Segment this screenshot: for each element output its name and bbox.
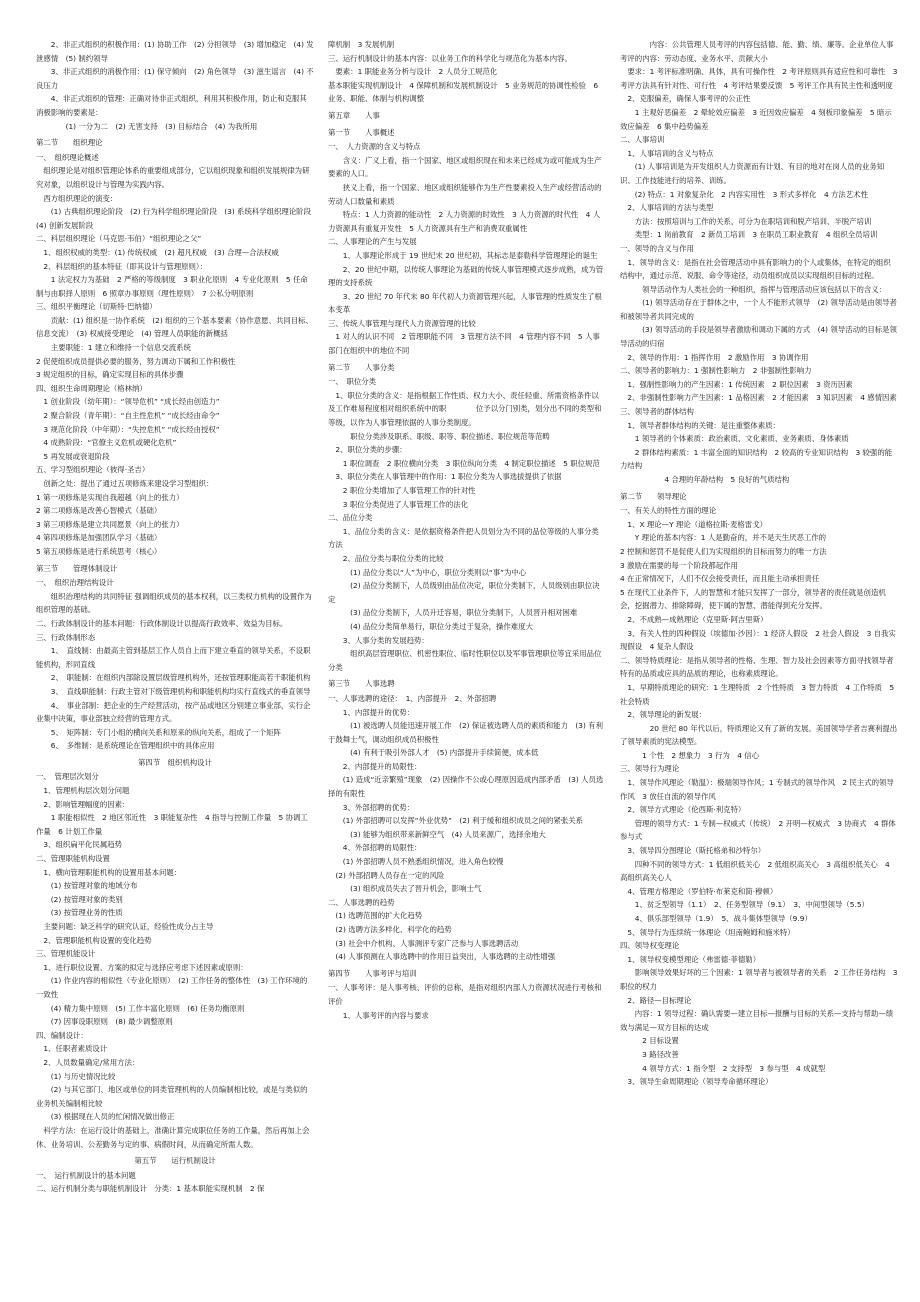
- text-line: 障机制 3 发展机制: [328, 40, 395, 49]
- text-line: 组织治理结构的共同特征 强调组织成员的基本权利，以三类权力机构的设置作为组织管理的基础。: [36, 591, 312, 615]
- text-line: 要素：1 职能业务分析与设计 2 人员分工规范化: [328, 67, 498, 77]
- text-line: 管理的领导方式：1 专制—权威式（传统） 2 开明—权威式 3 协商式 4 群体参与式: [620, 818, 896, 842]
- text-line: 4 合理的年龄结构 5 良好的气质结构: [620, 475, 790, 484]
- text-line: 5、 矩阵制：专门小组的横向关系和原来的纵向关系，组成了一个矩阵: [36, 727, 281, 737]
- text-line: 二、行政体制设计的基本问题：行政体制设计以提高行政效率、效益为目标。: [36, 618, 288, 628]
- text-line: (4) 有利于吸引外部人才 (5) 内部提升手续简便，成本低: [328, 748, 539, 758]
- text-line: 4 在正常情况下，人们不仅会接受责任，而且能主动承担责任: [620, 574, 820, 584]
- text-line: 2 聚合阶段（青年期）：“自主性危机” “成长经由命令”: [36, 411, 220, 421]
- section-heading: 第五节 运行机制设计: [134, 1156, 216, 1166]
- text-line: 2 控制和惩罚不是促使人们为实现组织的目标而努力的唯一方法: [620, 546, 827, 556]
- section-heading: 第四节 组织机构设计: [138, 757, 212, 767]
- text-line: 二、领导特质理论：是指从领导者的性格、生理、智力及社会因素等方面寻找领导者特有的品质或应具的品质的理论，也称素质理论。: [620, 655, 894, 679]
- text-line: 五、学习型组织理论（彼得·圣吉）: [36, 465, 150, 475]
- section-heading: 第二节 领导理论: [620, 491, 687, 501]
- text-line: (2) 选聘方法多样化、科学化的趋势: [328, 925, 452, 934]
- text-line: (3) 品位分类制下，人员升迁容易，职位分类制下，人员晋升相对困难: [328, 608, 578, 618]
- text-line: 内容：公共管理人员考评的内容包括德、能、勤、绩、廉等。企业单位人事考评的内容：劳动态度、业务水平、贡献大小: [620, 40, 894, 63]
- text-line: 5 第五项修炼是进行系统思考（核心）: [36, 546, 162, 556]
- text-line: 2、 职能制：在组织内部除设置层级管理机构外，还按管理职能高若干职能机构: [36, 673, 311, 683]
- text-line: (1) 古典组织理论阶段 (2) 行为科学组织理论阶段 (3) 系统科学组织理论阶段 (4) 创新发展阶段: [36, 207, 319, 230]
- text-line: 2、人员数量确定/常用方法：: [36, 1057, 140, 1067]
- text-line: 四、编制设计：: [36, 1030, 88, 1040]
- text-line: 5 再发展或衰退阶段: [36, 451, 110, 461]
- text-line: 一、人事选聘的途径： 1、内部提升 2、外部招聘: [328, 693, 497, 703]
- text-line: 3、 直线职能制：行政主管对下级管理机构和职能机构均实行直线式的垂直领导: [36, 686, 311, 696]
- text-line: 5 在现代工业条件下，人的智慧和才能只发挥了一部分，领导者的责任就是创造机会，挖掘潜力、排除障碍，使下属的智慧、潜能得到充分发挥。: [620, 587, 886, 611]
- text-line: 1、任职者素质设计: [36, 1044, 108, 1054]
- text-line: 一、人事考评：是人事考核、评价的总称，是指对组织内部人力资源状况进行考核和评价: [328, 983, 602, 1006]
- text-line: 2、职位分类的步骤：: [328, 445, 407, 455]
- text-line: 影响领导效果好坏的三个因素：1 领导者与被领导者的关系 2 工作任务结构 3 职位的权力: [620, 968, 898, 991]
- text-line: 1、领导权变模型理论（弗雷德·菲德勒）: [620, 954, 761, 964]
- text-line: 2、管理职能机构设置的变化趋势: [36, 935, 152, 945]
- text-line: 3 职位分类促进了人事管理工作的法化: [328, 499, 469, 509]
- text-line: 3、领导四分图理论（斯托格弟和沙特尔）: [620, 846, 766, 856]
- section-heading: 第二节 人事分类: [328, 362, 395, 372]
- text-line: 1、人事考评的内容与要求: [328, 1010, 429, 1020]
- text-line: 3、20 世纪 70 年代末 80 年代初人力资源管理兴起，人事管理的性质发生了根本变革: [328, 291, 602, 315]
- text-line: 一、 职位分类: [328, 377, 377, 387]
- text-line: 三、运行机制设计的基本内容：以业务工作的科学化与规范化为基本内容。: [328, 53, 572, 63]
- text-line: 一、 组织理论概述: [36, 152, 99, 162]
- text-line: 西方组织理论的演变：: [36, 193, 118, 203]
- text-line: 1 主观好恶偏差 2 晕轮效应偏差 3 近因效应偏差 4 刻板印象偏差 5 暗示效应偏差 6 集中趋势偏差: [620, 107, 892, 131]
- text-line: 1、强制性影响力的产生因素：1 传统因素 2 职位因素 3 资历因素: [620, 379, 853, 389]
- text-line: 3、人事分类的发展趋势：: [328, 635, 429, 645]
- text-line: 2、科层组织的基本特征（即其设计与管理原则）：: [36, 261, 207, 271]
- text-line: 组织高层管理职位、机密性职位、临时性职位以及军事管理职位等宜采用品位分类: [328, 649, 602, 672]
- text-line: 内容：1 领导过程：确认需要—建立目标—报酬与目标的关系—支持与帮助—绩效与满足—双方目标的达成: [620, 1009, 894, 1032]
- section-heading: 第五章 人事: [328, 110, 380, 120]
- text-line: (2) 外部招聘人员存在一定的风险: [328, 870, 445, 880]
- text-line: 1、早期特质理论的研究：1 生理特质 2 个性特质 3 智力特质 4 工作特质 5 社会特质: [620, 682, 895, 706]
- text-line: 1 对人的认识不同 2 管理职能不同 3 管理方法不同 4 管理内容不同 5 人事部门在组织中的地位不同: [328, 332, 600, 356]
- text-line: 4、俱乐部型领导（1.9） 5、战斗集体型领导（9.9）: [620, 914, 812, 923]
- text-line: 1、人事培训的含义与特点: [620, 148, 714, 158]
- text-line: 三、行政体制形态: [36, 632, 96, 642]
- text-line: 3 路径改善: [620, 1049, 679, 1059]
- text-line: 创新之处：提出了通过五项修炼来建设学习型组织：: [36, 479, 214, 488]
- text-line: 1、品位分类的含义：是依据资格条件把人员划分为不同的品位等级的人事分类方法: [328, 526, 599, 550]
- text-line: 1 创业阶段（幼年期）：“领导危机” “成长经由创造力”: [36, 397, 220, 407]
- text-line: 一、 管理层次划分: [36, 772, 99, 782]
- text-line: 1、管理机构层次划分问题: [36, 786, 130, 796]
- text-line: (1) 外部招聘人员不熟悉组织情况，进入角色较慢: [328, 857, 504, 867]
- text-line: 1 法定权力为基础 2 严格的等级制度 3 职业化原则 4 专业化原则 5 任命制与由职择人原则 6 照章办事原则（理性原则） 7 公私分明原则: [36, 275, 308, 298]
- section-heading: 第一节 人事概述: [328, 127, 395, 137]
- text-line: 2 促使组织成员提供必要的服务，努力调动下属和工作积极性: [36, 356, 236, 366]
- text-line: 1、内部提升的优势：: [328, 707, 415, 717]
- text-line: 2 群体结构素质：1 丰富全面的知识结构 2 较高的专业知识结构 3 较强的能力结构: [620, 447, 893, 471]
- text-line: 3、外部招聘的优势：: [328, 802, 415, 812]
- column-middle: [328, 38, 606, 1292]
- text-line: 3、职位分类在人事管理中的作用：1 职位分类为人事选拔提供了依据: [328, 472, 562, 482]
- section-heading: 第二节 组织理论: [36, 138, 103, 148]
- text-line: 一、有关人的特性方面的理论: [620, 506, 717, 516]
- text-line: 3 规范化阶段（中年期）：“失控危机” “成长经由授权”: [36, 424, 220, 434]
- text-line: 3 第三项修炼是建立共同愿景（向上的张力）: [36, 519, 184, 529]
- text-line: (1) 被选聘人员能迅速开展工作 (2) 保证被选聘人员的素质和能力 (3) 有利于鼓舞士气，调动组织成员积极性: [328, 721, 603, 744]
- column-left: [36, 38, 319, 1292]
- text-line: 1、贫乏型领导（1.1） 2、任务型领导（9.1） 3、中间型领导（5.5）: [620, 900, 869, 910]
- text-line: 1、横向管理职能机构的设置用基本问题：: [36, 867, 182, 877]
- text-line: 1、领导的含义：是指在社会管理活动中具有影响力的个人或集体，在特定的组织结构中，通过示范、说服、命令等途径，动员组织成员以实现组织目标的过程。: [620, 257, 891, 281]
- text-line: 2、非正式组织的积极作用：(1) 协助工作 (2) 分担领导 (3) 增加稳定 (4) 发泄感情 (5) 制约领导: [36, 40, 314, 63]
- text-line: 1、领导者群体结构的关键：是注重整体素质：: [620, 420, 780, 430]
- text-line: 方法：按照培训与工作的关系，可分为在职培训和脱产培训、半脱产培训: [620, 216, 872, 226]
- text-line: 二、科层组织理论（马克思·韦伯）“组织理论之父”: [36, 234, 202, 244]
- text-line: (3) 能够为组织带来新鲜空气 (4) 人员来源广，选择余地大: [328, 829, 546, 839]
- text-line: 含义：广义上看，指一个国家、地区或组织现在和未来已经成为或可能成为生产要素的人口。: [328, 155, 602, 179]
- text-line: 四、组织生命周期理论（格林纳）: [36, 383, 147, 393]
- text-line: 4 第四项修炼是加强团队学习（基础）: [36, 533, 162, 543]
- text-line: 要求：1 考评标准明确、具体，具有可操作性 2 考评原则具有适应性和可靠性 3 考评方法具有针对性、可行性 4 考评结果要反馈 5 考评工作具有民主性和透明度: [620, 67, 898, 90]
- text-line: 二、领导者的影响力：1 强制性影响力 2 非强制性影响力: [620, 366, 812, 376]
- text-line: 一、 运行机制设计的基本问题: [36, 1170, 136, 1180]
- text-line: 2、领导方式理论（伦西斯·利克特）: [620, 805, 746, 815]
- text-line: 3、非正式组织的消极作用：(1) 保守倾向 (2) 角色领导 (3) 滋生谣言 (4) 不良压力: [36, 67, 314, 90]
- text-line: (4) 品位分类简单易行，职位分类过于复杂，操作难度大: [328, 621, 533, 631]
- text-line: 4、非正式组织的管理：正确对待非正式组织，利用其积极作用，防止和克服其消极影响的要素是：: [36, 94, 307, 117]
- text-line: 4、 事业部制：把企业的生产经营活动，按产品或地区分别建立事业部，实行企业集中决策，事业部独立经营的管理方式。: [36, 700, 311, 724]
- section-heading: 第三节 管理体制设计: [36, 563, 118, 573]
- text-line: 2、克服偏差，确保人事考评的公正性: [620, 94, 751, 104]
- text-line: 职位分类涉及职系、职级、职等、职位描述、职位规范等范畴: [328, 431, 550, 441]
- text-line: 1、进行职位设置、方案的拟定与选择应考虑下述因素或原则：: [36, 962, 248, 972]
- text-line: 1 第一项修炼是实现自我超越（向上的张力）: [36, 492, 184, 502]
- column-right: [620, 38, 898, 1292]
- text-line: 1 职位调查 2 职位横向分类 3 职位纵向分类 4 制定职位描述 5 职位规范: [328, 458, 600, 468]
- text-line: 四种不同的领导方式：1 低组织低关心 2 低组织高关心 3 高组织低关心 4 高组织高关心人: [620, 859, 890, 883]
- text-line: 1、组织权威的类型：(1) 传统权威 (2) 超凡权威 (3) 合理—合法权威: [36, 247, 279, 257]
- text-line: 二、人事理论的产生与发展: [328, 237, 417, 247]
- text-line: 2、影响管理幅度的因素：: [36, 799, 130, 809]
- text-line: 4、管理方格理论（罗伯特·布莱克和简·穆顿）: [620, 886, 778, 896]
- text-line: 一、 人力资源的含义与特点: [328, 142, 421, 152]
- text-line: (1) 选聘范围的扩大化趋势: [328, 911, 423, 921]
- text-line: 4 成熟阶段：“官僚主义危机或硬化危机”: [36, 438, 177, 448]
- text-line: 三、领导者的群体结构: [620, 407, 694, 417]
- text-line: 2 职位分类增加了人事管理工作的针对性: [328, 486, 476, 495]
- text-line: 一、领导的含义与作用: [620, 243, 694, 253]
- text-line: (2) 品位分类制下，人员级别由品位决定，职位分类制下，人员级别由职位决定: [328, 581, 600, 604]
- section-heading: 第四节 人事考评与培训: [328, 968, 417, 978]
- text-line: 2、领导的作用：1 指挥作用 2 激励作用 3 协调作用: [620, 352, 809, 362]
- text-line: 特点：1 人力资源的能动性 2 人力资源的时效性 3 人力资源的时代性 4 人力资源具有重复开发性 5 人力资源具有生产和消费双重属性: [328, 210, 601, 233]
- text-line: Y 理论的基本内容：1 人是勤奋的，并不是天生厌恶工作的: [620, 533, 827, 543]
- text-line: 三、组织平衡理论（切斯特·巴纳德）: [36, 302, 157, 312]
- text-line: 2 第二项修炼是改善心智模式（基础）: [36, 506, 162, 516]
- text-line: (1) 人事培训是为开发组织人力资源而有计划、有目的地对在岗人员的业务知识、工作技能进行的培养、训练。: [620, 162, 885, 185]
- text-line: 2、不成熟—成熟理论（克里斯·阿吉里斯）: [620, 614, 768, 624]
- text-line: 2、品位分类与职位分类的比较: [328, 553, 444, 563]
- text-line: (1) 与历史情况比较: [36, 1071, 116, 1081]
- text-line: 4、外部招聘的局限性：: [328, 843, 422, 853]
- text-line: 科学方法：在运行设计的基础上，准确计算完成职位任务的工作量，然后再加上会休、业务培训、公差勤务与定的事、病假时间，从而确定所需人数。: [36, 1125, 310, 1149]
- text-line: (1) 作业内容的相似性（专业化原则） (2) 工作任务的整体性 (3) 工作环境的一致性: [36, 976, 308, 999]
- text-line: 2、内部提升的局限性：: [328, 761, 422, 771]
- text-line: (1) 品位分类以“人”为中心，职位分类则以“事”为中心: [328, 567, 527, 577]
- text-line: (1) 领导活动存在于群体之中，一个人不能形式领导 (2) 领导活动是由领导者和被领导者共同完成的: [620, 298, 897, 321]
- text-line: 领导活动作为人类社会的一种组织，指挥与管理活动应该包括以下的含义：: [620, 284, 887, 294]
- text-line: 3 规定组织的目标，确定实现目标的具体步骤: [36, 370, 184, 380]
- text-line: 二、人事培训: [620, 135, 665, 145]
- text-line: (1) 外部招聘可以发挥“外业优势” (2) 利于缓和组织成员之间的紧张关系: [328, 816, 584, 826]
- text-line: 三、管理机能设计: [36, 949, 96, 959]
- text-line: 基本职能实现机制设计 4 保障机制和发展机制设计 5 业务规范的协调性检验 6 业务、职能、体制与机构调整: [328, 80, 599, 104]
- text-line: 5、领导行为连续统一体理论（坦南鲍姆和施米特）: [620, 927, 795, 937]
- text-line: 二、管理职能机构设置: [36, 854, 110, 864]
- text-line: (3) 根据现在人员的忙闲情况做出修正: [36, 1112, 175, 1122]
- text-line: 1、 直线制：由最高主管到基层工作人员自上而下建立垂直的领导关系，不设职能机构，形同直线: [36, 646, 311, 669]
- text-line: 1 领导者的个体素质：政治素质、文化素质、业务素质、身体素质: [620, 434, 849, 444]
- text-line: 3、组织扁平化民属趋势: [36, 840, 123, 850]
- text-line: 1、X 理论—Y 理论（道格拉斯·麦格雷戈）: [620, 519, 767, 529]
- text-line: (1) 按管理对象的地域分布: [36, 881, 138, 891]
- text-line: 1、职位分类的含义：是指根据工作性质、权力大小、责任轻重、所需资格条件以及工作难易程度相对组织系统中的职 位予以分门别类，划分出不同的类型和等级，以作为人事管理依据的人事分类制度。: [328, 390, 602, 428]
- text-line: (2) 特点：1 对象复杂化 2 内容实用性 3 形式多样化 4 方法艺术性: [620, 189, 868, 199]
- text-line: 三、领导行为理论: [620, 764, 680, 774]
- text-line: 2、人事培训的方法与类型: [620, 203, 714, 213]
- text-line: 三、传统人事管理与现代人力资源管理的比较: [328, 318, 476, 328]
- text-line: 6、 多维制：是系统理论在管理组织中的具体应用: [36, 741, 215, 751]
- text-line: 一、 组织治理结构设计: [36, 578, 114, 588]
- text-line: 1、人事理论形成于 19 世纪末 20 世纪初，其标志是泰勒科学管理理论的诞生: [328, 250, 598, 260]
- text-line: (4) 精力集中原则 (5) 工作丰富化原则 (6) 任务均衡原则: [36, 1003, 245, 1013]
- text-line: 二、运行机制分类与职能机制设计 分类：1 基本职能实现机制 2 保: [36, 1184, 265, 1194]
- text-line: (4) 人事预测在人事选聘中的作用日益突出，人事选聘的主动性增强: [328, 952, 556, 962]
- text-line: 贡献：(1) 组织是一协作系统 (2) 组织的三个基本要素（协作意愿、共同目标、信息交流） (3) 权威接受理论 (4) 管理人员职能的新概括: [36, 315, 313, 339]
- text-line: (1) 一分为二 (2) 无害支持 (3) 目标结合 (4) 为我所用: [36, 121, 258, 131]
- text-line: 主要问题：缺乏科学的研究认证，经验性成分占主导: [36, 922, 214, 931]
- text-line: 3、领导生命周期理论（领导寿命循环理论）: [620, 1077, 773, 1087]
- text-line: (1) 造成“近亲繁殖”现象 (2) 因操作不公或心理原因造成内部矛盾 (3) 人员选择的有限性: [328, 775, 604, 799]
- text-line: 2、路径—目标理论: [620, 995, 692, 1005]
- text-line: 2、非强制性影响力产生因素：1 品格因素 2 才能因素 3 知识因素 4 感情因素: [620, 393, 897, 403]
- text-line: 1 职能相似性 2 地区邻近性 3 职能复杂性 4 指导与控制工作量 5 协调工作量 6 计划工作量: [36, 813, 308, 836]
- text-line: (3) 社会中介机构、人事测评专家广泛参与人事选聘活动: [328, 938, 519, 948]
- text-line: 二、人事选聘的趋势: [328, 897, 395, 907]
- text-line: 二、品位分类: [328, 513, 373, 523]
- text-line: 类型：1 岗前教育 2 新员工培训 3 在职员工职业教育 4 组织全员培训: [620, 230, 878, 240]
- text-line: 1、领导作风理论（勒温）：极端领导作风；1 专制式的领导作风 2 民主式的领导作风 3 放任自流的领导作风: [620, 778, 894, 801]
- text-line: (2) 按管理对象的类别: [36, 894, 123, 904]
- text-line: 组织理论是对组织管理论体系的重要组成部分，它以组织现象和组织发展规律为研究对象，以组织设计与管理为实践内容。: [36, 166, 310, 189]
- text-line: 1 个性 2 想象力 3 行为 4 信心: [620, 750, 760, 760]
- text-line: (3) 领导活动的手段是领导者激励和调动下属的方式 (4) 领导活动的目标是领导活动的归宿: [620, 325, 897, 349]
- text-line: 2、20 世纪中期，以传统人事理论为基础的传统人事管理模式逐步成熟，成为管理的支持系统: [328, 264, 604, 288]
- text-line: 3、有关人性的四种假设（埃德加·沙因）：1 经济人假设 2 社会人假设 3 自我实现假设 4 复杂人假设: [620, 628, 896, 652]
- text-line: (3) 按管理业务的性质: [36, 908, 123, 918]
- text-line: 3 激励在需要的每一个阶段都起作用: [620, 560, 738, 570]
- section-heading: 第三节 人事选聘: [328, 679, 395, 689]
- text-line: 主要职能：1 建立和维持一个信息交流系统: [36, 343, 191, 353]
- text-line: 2 目标设置: [620, 1036, 679, 1046]
- text-line: (7) 因事设职原则 (8) 最少调整原则: [36, 1017, 173, 1027]
- text-line: (3) 组织成员失去了晋升机会，影响士气: [328, 884, 482, 894]
- text-line: 2、领导理论的新发展：: [620, 710, 707, 720]
- text-line: 4 领导方式：1 指令型 2 支持型 3 参与型 4 成就型: [620, 1063, 826, 1073]
- text-line: 四、领导权变理论: [620, 941, 680, 951]
- text-line: (2) 与其它部门、地区或单位的同类管理机构的人员编制相比较，或是与类似的业务机关编制相比较: [36, 1085, 308, 1108]
- text-line: 狭义上看，指一个国家、地区或组织能够作为生产性要素投入生产或经营活动的劳动人口数量和素质: [328, 182, 602, 206]
- text-line: 20 世纪 80 年代以后，特质理论又有了新的发展。美国领导学者吉赛利提出了领导素质的宪法模型。: [620, 723, 898, 747]
